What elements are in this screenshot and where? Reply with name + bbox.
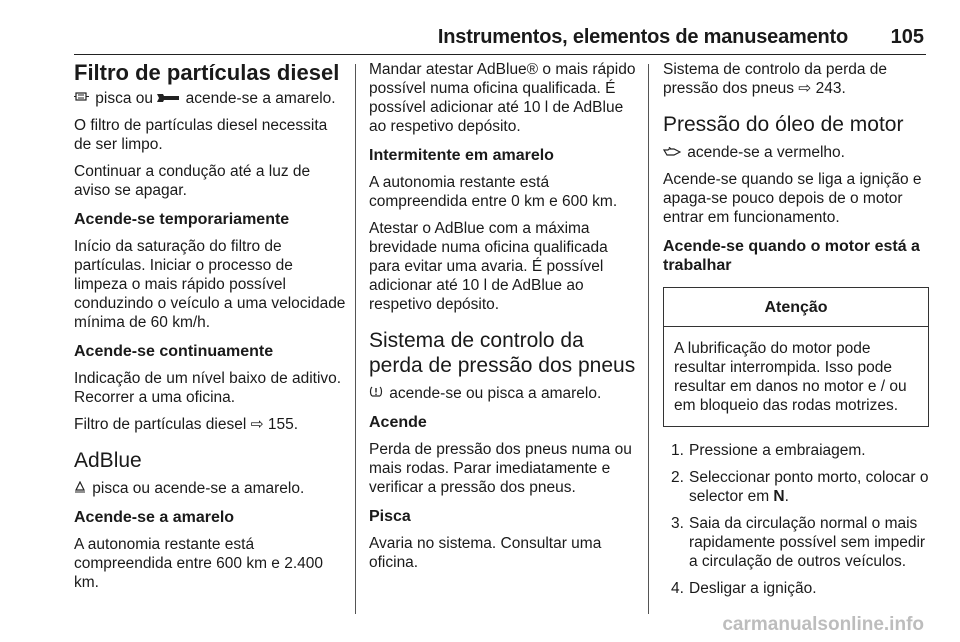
paragraph: A autonomia restante está compreendida entre 600 km e 2.400 km. bbox=[74, 536, 324, 591]
oil-can-icon bbox=[663, 143, 681, 162]
list-item: 3. Saia da circulação normal o mais rapidamente possível sem impedir a circulação de outros veículos. bbox=[671, 515, 926, 570]
subheading: Acende-se a amarelo bbox=[74, 509, 235, 526]
diesel-filter-icon bbox=[74, 89, 89, 108]
page-number: 105 bbox=[890, 26, 924, 48]
paragraph: A autonomia restante está compreendida entre 0 km e 600 km. bbox=[369, 174, 618, 210]
cross-reference: Sistema de controlo da perda de pressão dos pneus ⇨ 243. bbox=[663, 61, 888, 97]
subheading: Acende-se quando o motor está a trabalhar bbox=[663, 238, 920, 274]
paragraph: pisca ou acende-se a amarelo. bbox=[74, 479, 348, 498]
warning-box bbox=[663, 287, 929, 427]
list-item: 2. Seleccionar ponto morto, colocar o selector em N. bbox=[671, 469, 929, 505]
wrench-icon bbox=[157, 89, 179, 108]
paragraph: O filtro de partículas diesel necessita de ser limpo. bbox=[74, 117, 328, 153]
paragraph: Atestar o AdBlue com a máxima brevidade numa oficina qualificada para evitar uma avaria. É possível adicionar até 10 l de AdBlue ao respetivo depósito. bbox=[369, 220, 608, 313]
warning-title: Atenção bbox=[664, 288, 928, 327]
paragraph: Perda de pressão dos pneus numa ou mais rodas. Parar imediatamente e verificar a pressão dos pneus. bbox=[369, 441, 632, 496]
page-header bbox=[0, 0, 960, 60]
adblue-icon bbox=[74, 479, 86, 498]
section-title-diesel-filter: Filtro de partículas diesel bbox=[74, 60, 340, 85]
cross-reference: Filtro de partículas diesel ⇨ 155. bbox=[74, 416, 299, 433]
paragraph: Início da saturação do filtro de partículas. Iniciar o processo de limpeza o mais rápido possível conduzindo o veículo a uma velocidade mínima de 60 km/h. bbox=[74, 238, 346, 331]
column-divider bbox=[355, 64, 356, 614]
tire-pressure-icon bbox=[369, 384, 383, 403]
header-title: Instrumentos, elementos de manuseamento bbox=[437, 26, 848, 48]
subheading: Acende-se continuamente bbox=[74, 343, 274, 360]
paragraph: Mandar atestar AdBlue® o mais rápido possível numa oficina qualificada. É possível adicionar até 10 l de AdBlue ao respetivo depósito. bbox=[369, 61, 636, 135]
subheading: Acende bbox=[369, 414, 427, 431]
paragraph: Indicação de um nível baixo de aditivo. Recorrer a uma oficina. bbox=[74, 370, 342, 406]
subheading: Acende-se temporariamente bbox=[74, 211, 290, 228]
column-1 bbox=[74, 60, 348, 600]
paragraph: acende-se a vermelho. bbox=[663, 143, 929, 162]
subheading: Pisca bbox=[369, 508, 411, 525]
section-title-adblue: AdBlue bbox=[74, 449, 142, 472]
subheading: Intermitente em amarelo bbox=[369, 147, 554, 164]
paragraph: pisca ou acende-se a amarelo. bbox=[74, 89, 348, 108]
section-title-oil-pressure: Pressão do óleo de motor bbox=[663, 113, 904, 136]
column-2 bbox=[369, 60, 641, 580]
paragraph: Avaria no sistema. Consultar uma oficina. bbox=[369, 535, 602, 571]
paragraph: Acende-se quando se liga a ignição e apaga-se pouco depois de o motor entrar em funcionamento. bbox=[663, 171, 922, 226]
paragraph: Continuar a condução até a luz de aviso se apagar. bbox=[74, 163, 311, 199]
warning-text: A lubrificação do motor pode resultar interrompida. Isso pode resultar em danos no motor e / ou em bloqueio das rodas motrizes. bbox=[674, 340, 907, 414]
list-item: 1. Pressione a embraiagem. bbox=[671, 442, 866, 459]
watermark: carmanualsonline.info bbox=[722, 614, 924, 635]
column-3 bbox=[663, 60, 929, 606]
column-divider bbox=[648, 64, 649, 614]
paragraph: acende-se ou pisca a amarelo. bbox=[369, 384, 641, 403]
section-title-tire-pressure: Sistema de controlo da perda de pressão dos pneus bbox=[369, 329, 636, 377]
steps-list bbox=[663, 441, 929, 598]
list-item: 4. Desligar a ignição. bbox=[671, 580, 817, 597]
header-rule bbox=[74, 54, 926, 55]
